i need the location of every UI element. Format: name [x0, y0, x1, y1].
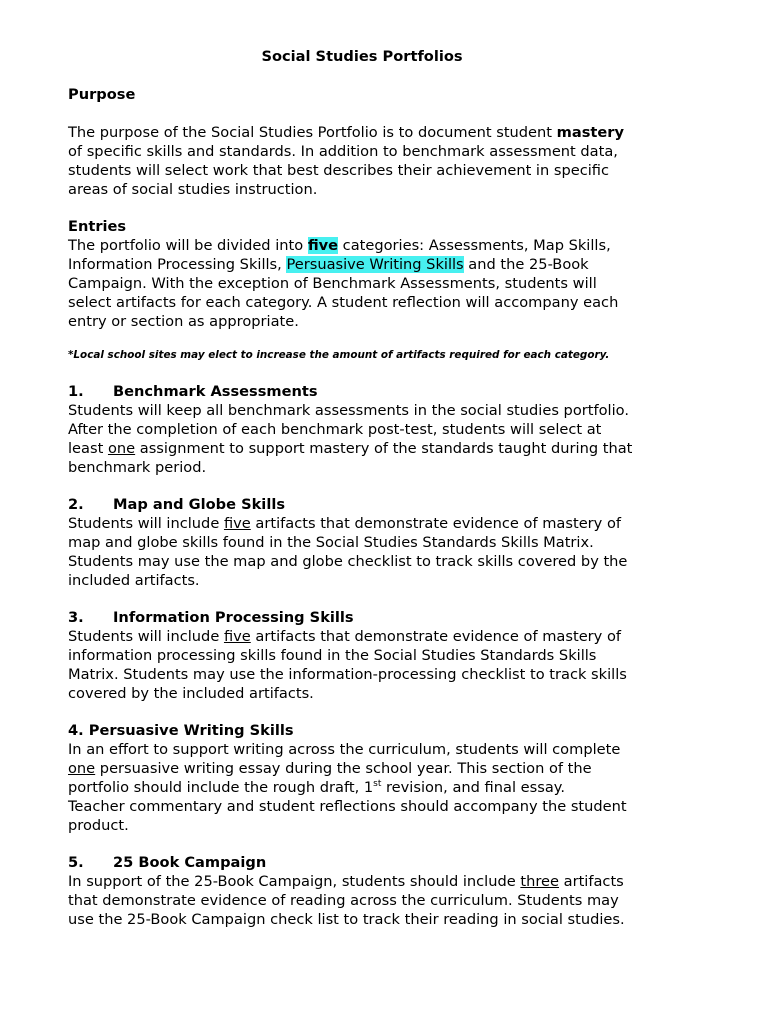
text-run: and the 25-Book: [463, 256, 589, 273]
page-title: Social Studies Portfolios: [261, 48, 463, 65]
text-line: After the completion of each benchmark post-test, students will select at: [68, 421, 602, 438]
local-sites-note: *Local school sites may elect to increase the amount of artifacts required for each category.: [68, 349, 610, 361]
text-run: categories: Assessments, Map Skills,: [338, 237, 611, 254]
underlined-five: five: [223, 628, 251, 645]
section-info-processing: [68, 608, 627, 703]
underlined-one: one: [68, 760, 96, 777]
entries-section: [68, 217, 618, 331]
text-run: artifacts that demonstrate evidence of mastery of: [250, 515, 622, 532]
text-run: persuasive writing essay during the school year. This section of the: [95, 760, 592, 777]
section-map-globe: [68, 495, 627, 590]
purpose-heading: Purpose: [68, 86, 136, 103]
text-line: Teacher commentary and student reflections should accompany the student: [68, 798, 627, 815]
text-line: included artifacts.: [68, 572, 200, 589]
text-line: In an effort to support writing across the curriculum, students will complete: [68, 741, 621, 758]
highlight-five: five: [307, 237, 339, 254]
text-line: areas of social studies instruction.: [68, 181, 318, 198]
section-number: 3.: [68, 609, 84, 626]
text-line: that demonstrate evidence of reading across the curriculum. Students may: [68, 892, 619, 909]
text-run: Students will include: [68, 628, 224, 645]
underlined-three: three: [520, 873, 559, 890]
text-line: product.: [68, 817, 129, 834]
text-line: Students may use the map and globe checklist to track skills covered by the: [68, 553, 628, 570]
superscript-st: st: [373, 779, 382, 789]
text-line: entry or section as appropriate.: [68, 313, 299, 330]
underlined-five: five: [223, 515, 251, 532]
purpose-section: [68, 85, 135, 104]
text-line: map and globe skills found in the Social Studies Standards Skills Matrix.: [68, 534, 594, 551]
text-run: artifacts: [558, 873, 624, 890]
text-run: Information Processing Skills,: [68, 256, 287, 273]
purpose-body: [68, 123, 624, 199]
emphasis-mastery: mastery: [556, 124, 624, 141]
text-run: revision, and final essay.: [381, 779, 565, 796]
text-run: portfolio should include the rough draft, 1: [68, 779, 374, 796]
section-number: 2.: [68, 496, 84, 513]
section-heading: Benchmark Assessments: [113, 383, 318, 400]
text-line: Campaign. With the exception of Benchmark Assessments, students will: [68, 275, 597, 292]
section-number: 1.: [68, 383, 84, 400]
section-heading: Information Processing Skills: [113, 609, 354, 626]
text-line: Students will keep all benchmark assessments in the social studies portfolio.: [68, 402, 629, 419]
entries-heading: Entries: [68, 218, 127, 235]
text-run: least: [68, 440, 108, 457]
text-run: assignment to support mastery of the standards taught during that: [135, 440, 633, 457]
text-line: Matrix. Students may use the information-processing checklist to track skills: [68, 666, 627, 683]
text-line: information processing skills found in the Social Studies Standards Skills: [68, 647, 597, 664]
text-run: The portfolio will be divided into: [68, 237, 308, 254]
text-run: artifacts that demonstrate evidence of mastery of: [250, 628, 622, 645]
text-line: of specific skills and standards. In addition to benchmark assessment data,: [68, 143, 618, 160]
underlined-one: one: [107, 440, 136, 457]
text-line: benchmark period.: [68, 459, 207, 476]
text-run: In support of the 25-Book Campaign, students should include: [68, 873, 521, 890]
section-heading: Map and Globe Skills: [113, 496, 286, 513]
section-number: 5.: [68, 854, 84, 871]
text-line: covered by the included artifacts.: [68, 685, 314, 702]
text-line: select artifacts for each category. A student reflection will accompany each: [68, 294, 619, 311]
section-persuasive-writing: [68, 721, 627, 835]
section-25-book-campaign: [68, 853, 625, 929]
section-heading: 4. Persuasive Writing Skills: [68, 722, 294, 739]
highlight-persuasive-writing: Persuasive Writing Skills: [286, 256, 464, 273]
text-run: The purpose of the Social Studies Portfolio is to document student: [68, 124, 557, 141]
section-benchmark: [68, 382, 632, 477]
section-heading: 25 Book Campaign: [113, 854, 267, 871]
text-line: use the 25-Book Campaign check list to track their reading in social studies.: [68, 911, 625, 928]
text-run: Students will include: [68, 515, 224, 532]
text-line: students will select work that best describes their achievement in specific: [68, 162, 610, 179]
